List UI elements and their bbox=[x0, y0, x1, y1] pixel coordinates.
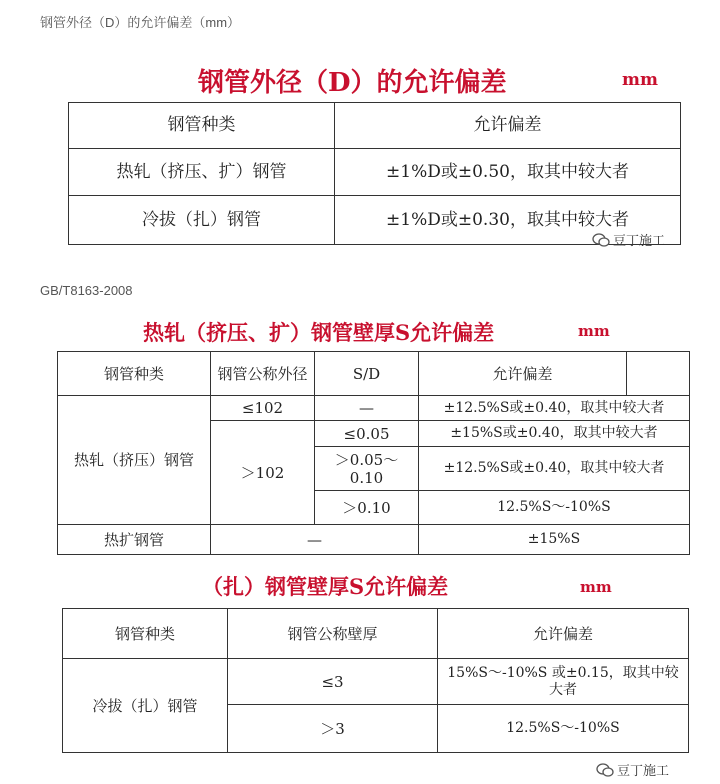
table1-cell-tolerance: ±1%D或±0.30，取其中较大者 bbox=[335, 196, 681, 245]
table2-cell-od: ≤102 bbox=[211, 396, 315, 421]
watermark-text: 豆丁施工 bbox=[617, 764, 670, 779]
table2 bbox=[57, 351, 690, 555]
table2-header-tolerance: 允许偏差 bbox=[419, 352, 627, 396]
table2-title: 热轧（挤压、扩）钢管壁厚S允许偏差 bbox=[143, 320, 495, 345]
table-row bbox=[69, 196, 681, 245]
table2-cell-sd: ＞0.05～0.10 bbox=[315, 447, 419, 491]
table-row bbox=[69, 149, 681, 196]
table3-cell-wall: ＞3 bbox=[228, 705, 438, 753]
table1-header-tolerance: 允许偏差 bbox=[335, 103, 681, 149]
caption-table1: 钢管外径（D）的允许偏差（mm） bbox=[40, 15, 241, 30]
table2-cell-od: — bbox=[211, 525, 419, 555]
table3-header-wall: 钢管公称壁厚 bbox=[228, 609, 438, 659]
table-row bbox=[63, 659, 689, 705]
table2-header-type: 钢管种类 bbox=[58, 352, 211, 396]
table2-header-od: 钢管公称外径 bbox=[211, 352, 315, 396]
watermark-text: 豆丁施工 bbox=[613, 234, 666, 249]
table2-unit: mm bbox=[578, 322, 610, 340]
table1-cell-type: 冷拔（扎）钢管 bbox=[69, 196, 335, 245]
table3 bbox=[62, 608, 689, 753]
table3-cell-wall: ≤3 bbox=[228, 659, 438, 705]
table2-header-empty bbox=[627, 352, 690, 396]
table2-cell-tolerance: ±15%S bbox=[419, 525, 690, 555]
table2-cell-tolerance: ±12.5%S或±0.40，取其中较大者 bbox=[419, 396, 690, 421]
table1-title: 钢管外径（D）的允许偏差 bbox=[198, 68, 507, 98]
watermark bbox=[596, 760, 669, 779]
table-row bbox=[58, 396, 690, 421]
table1-unit: mm bbox=[622, 70, 658, 90]
table2-header-sd: S/D bbox=[315, 352, 419, 396]
table3-unit: mm bbox=[580, 578, 612, 596]
table3-cell-tolerance: 15%S～-10%S 或±0.15，取其中较大者 bbox=[438, 659, 689, 705]
table2-cell-tolerance: 12.5%S～-10%S bbox=[419, 491, 690, 525]
table1-cell-tolerance: ±1%D或±0.50，取其中较大者 bbox=[335, 149, 681, 196]
table2-cell-tolerance: ±12.5%S或±0.40，取其中较大者 bbox=[419, 447, 690, 491]
table1-header-type: 钢管种类 bbox=[69, 103, 335, 149]
table2-cell-type: 热轧（挤压）钢管 bbox=[58, 396, 211, 525]
wechat-logo-icon bbox=[592, 233, 610, 247]
table2-cell-od: ＞102 bbox=[211, 421, 315, 525]
table3-header-tolerance: 允许偏差 bbox=[438, 609, 689, 659]
table3-title: （扎）钢管壁厚S允许偏差 bbox=[202, 574, 449, 599]
table2-cell-type: 热扩钢管 bbox=[58, 525, 211, 555]
caption-standard: GB/T8163-2008 bbox=[40, 283, 133, 298]
table3-header-type: 钢管种类 bbox=[63, 609, 228, 659]
table2-cell-sd: ＞0.10 bbox=[315, 491, 419, 525]
table2-cell-tolerance: ±15%S或±0.40，取其中较大者 bbox=[419, 421, 690, 447]
table1-cell-type: 热轧（挤压、扩）钢管 bbox=[69, 149, 335, 196]
wechat-logo-icon bbox=[596, 763, 614, 777]
table-row bbox=[58, 525, 690, 555]
table3-cell-type: 冷拔（扎）钢管 bbox=[63, 659, 228, 753]
table3-cell-tolerance: 12.5%S～-10%S bbox=[438, 705, 689, 753]
table2-cell-sd: ≤0.05 bbox=[315, 421, 419, 447]
table2-cell-sd: — bbox=[315, 396, 419, 421]
table1 bbox=[68, 102, 681, 245]
watermark bbox=[592, 230, 665, 249]
